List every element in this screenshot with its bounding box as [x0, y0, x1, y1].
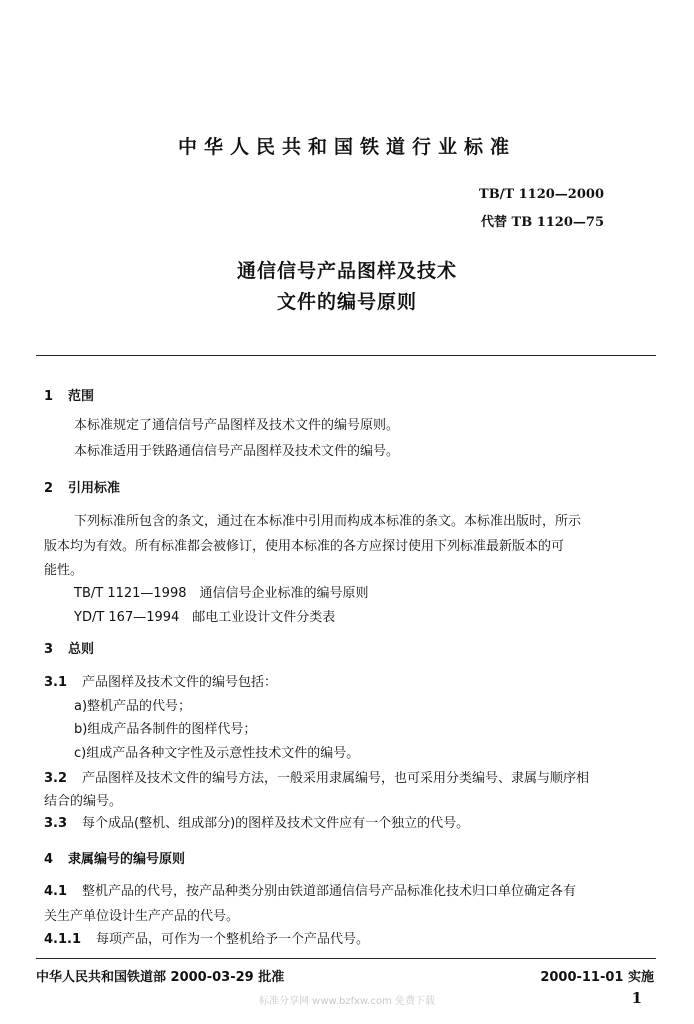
section-number: 4 — [44, 852, 54, 867]
approval-line: 中华人民共和国铁道部 2000-03-29 批准 — [36, 970, 285, 985]
clause-4-1 — [44, 880, 576, 899]
clause-text: 每项产品，可作为一个整机给予一个产品代号。 — [96, 932, 370, 947]
reference-item: TB/T 1121—1998 通信信号企业标准的编号原则 — [74, 586, 369, 601]
section-number: 2 — [44, 481, 54, 496]
reference-item: YD/T 167—1994 邮电工业设计文件分类表 — [74, 610, 336, 625]
standard-category: 中华人民共和国铁道行业标准 — [177, 136, 516, 158]
paragraph-line: 能性。 — [44, 563, 84, 578]
paragraph-line: 关生产单位设计生产产品的代号。 — [44, 909, 240, 924]
document-title-line-1: 通信信号产品图样及技术 — [236, 260, 457, 282]
clause-3-1 — [44, 671, 277, 690]
clause-number: 4.1.1 — [44, 932, 82, 947]
paragraph-line: 下列标准所包含的条文，通过在本标准中引用而构成本标准的条文。本标准出版时，所示 — [74, 514, 582, 529]
list-item: c)组成产品各种文字性及示意性技术文件的编号。 — [74, 746, 360, 761]
section-title: 隶属编号的编号原则 — [68, 852, 186, 867]
clause-number: 3.2 — [44, 771, 68, 786]
section-title: 总则 — [68, 642, 95, 657]
watermark-text: 标准分享网 www.bzfxw.com 免费下载 — [259, 996, 435, 1007]
section-2-heading — [44, 477, 120, 496]
section-number: 1 — [44, 389, 54, 404]
section-title: 范围 — [68, 389, 95, 404]
clause-3-3 — [44, 812, 469, 831]
clause-number: 3.3 — [44, 816, 68, 831]
clause-4-1-1 — [44, 928, 369, 947]
page-number: 1 — [631, 989, 642, 1007]
clause-number: 3.1 — [44, 675, 68, 690]
paragraph: 本标准规定了通信信号产品图样及技术文件的编号原则。 — [74, 418, 400, 433]
paragraph-line: 结合的编号。 — [44, 794, 123, 809]
clause-text: 产品图样及技术文件的编号包括： — [82, 675, 278, 690]
footer-divider — [36, 958, 656, 959]
section-3-heading — [44, 638, 94, 657]
list-item: b)组成产品各制件的图样代号； — [74, 722, 257, 737]
paragraph-line: 版本均为有效。所有标准都会被修订，使用本标准的各方应探讨使用下列标准最新版本的可 — [44, 539, 565, 554]
paragraph: 本标准适用于铁路通信信号产品图样及技术文件的编号。 — [74, 444, 400, 459]
section-1-heading — [44, 385, 94, 404]
section-4-heading — [44, 848, 185, 867]
clause-3-2 — [44, 767, 589, 786]
header-divider — [36, 355, 656, 356]
implementation-date: 2000-11-01 实施 — [540, 970, 654, 985]
clause-text: 产品图样及技术文件的编号方法，一般采用隶属编号，也可采用分类编号、隶属与顺序相 — [82, 771, 590, 786]
section-number: 3 — [44, 642, 54, 657]
document-title-line-2: 文件的编号原则 — [276, 291, 417, 313]
clause-text: 整机产品的代号，按产品种类分别由铁道部通信信号产品标准化技术归口单位确定各有 — [82, 884, 577, 899]
section-title: 引用标准 — [68, 481, 121, 496]
standard-code: TB/T 1120—2000 — [479, 187, 604, 202]
clause-number: 4.1 — [44, 884, 68, 899]
replaces-code: 代替 TB 1120—75 — [481, 215, 604, 230]
clause-text: 每个成品(整机、组成部分)的图样及技术文件应有一个独立的代号。 — [82, 816, 470, 831]
list-item: a)整机产品的代号； — [74, 699, 192, 714]
